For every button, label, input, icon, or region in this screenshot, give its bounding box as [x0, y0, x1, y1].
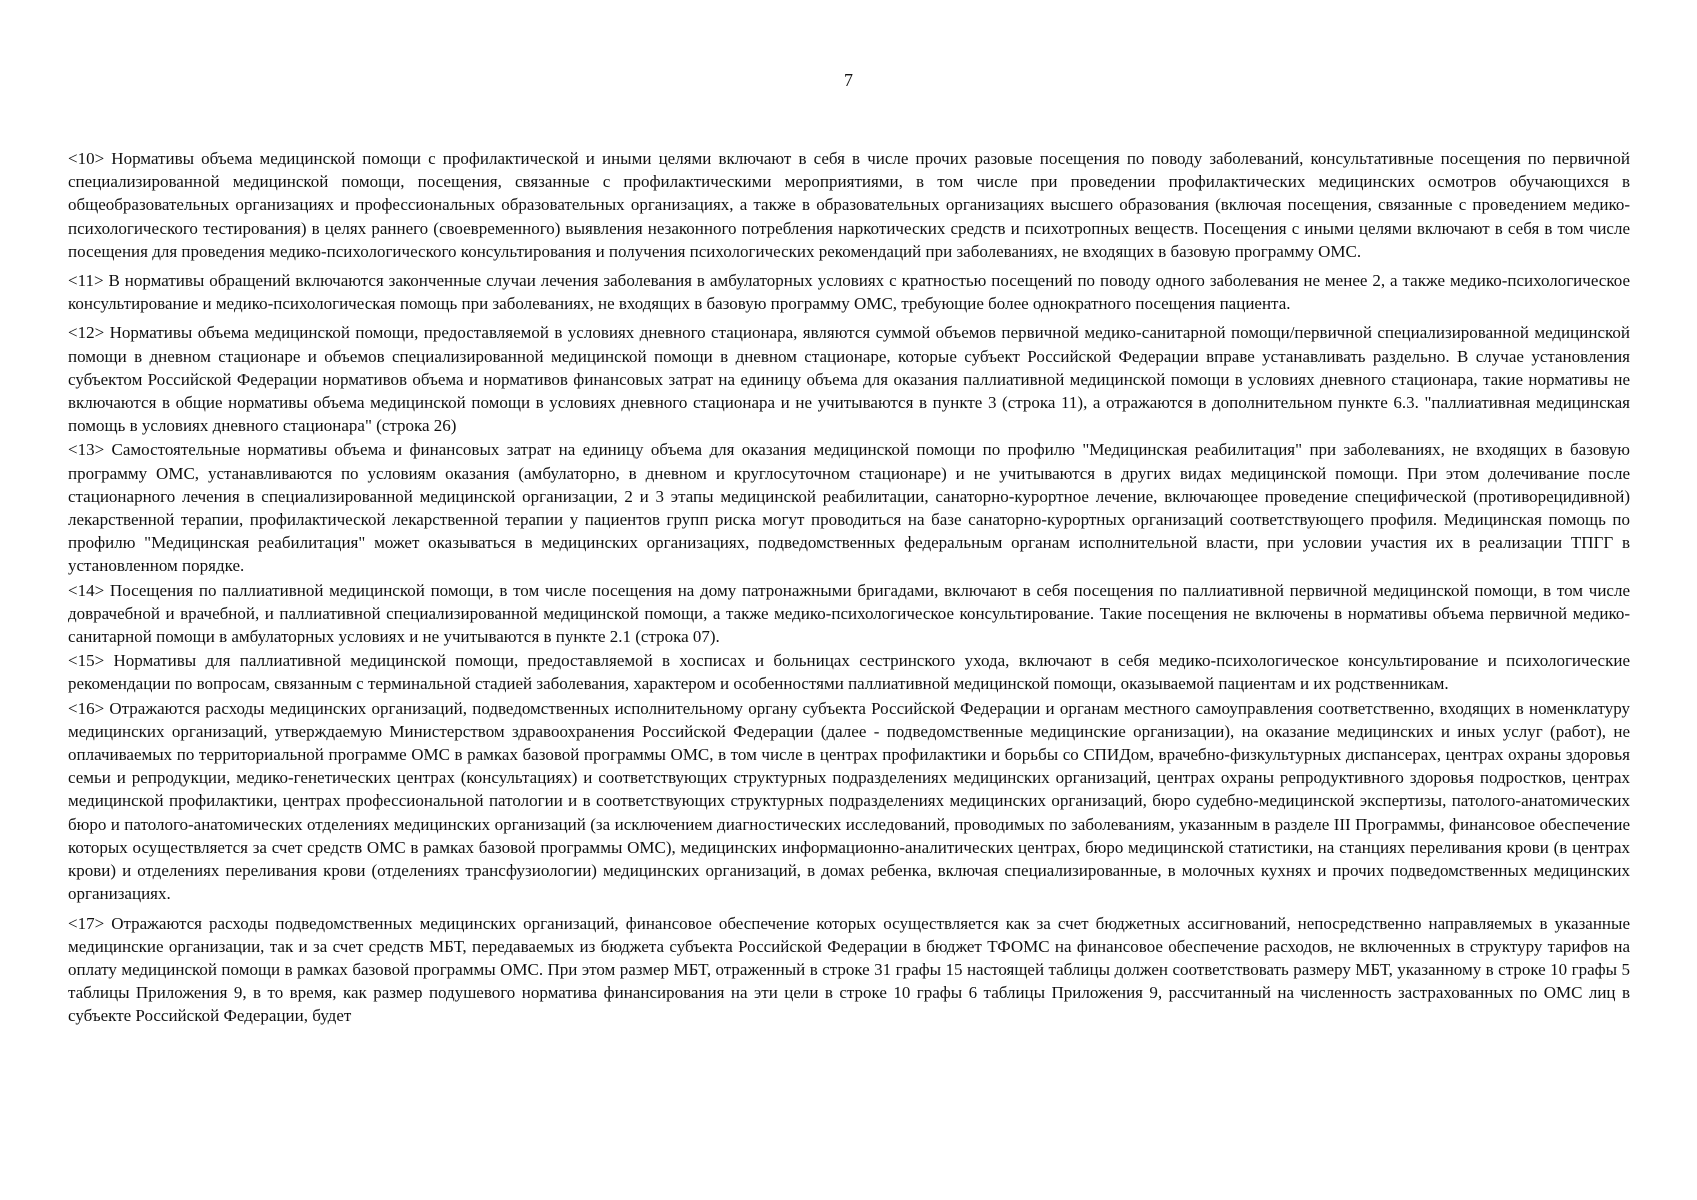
footnote-13: <13> Самостоятельные нормативы объема и финансовых затрат на единицу объема для оказания медицинской помощи по профилю "Медицинская реабилитация" при заболеваниях, не входящих в базовую программу ОМС, устанавливаются по условиям оказания (амбулаторно, в дневном и круглосуточном стационаре) и не учитываются в других видах медицинской помощи. При этом долечивание после стационарного лечения в специализированной медицинской организации, 2 и 3 этапы медицинской реабилитации, санаторно-курортное лечение, включающее проведение специфической (противорецидивной) лекарственной терапии, профилактической лекарственной терапии у пациентов групп риска могут проводиться на базе санаторно-курортных организаций соответствующего профиля. Медицинская помощь по профилю "Медицинская реабилитация" может оказываться в медицинских организациях, подведомственных федеральным органам исполнительной власти, при условии участия их в реализации ТПГГ в установленном порядке.	[68, 440, 1630, 576]
footnote-15: <15> Нормативы для паллиативной медицинской помощи, предоставляемой в хосписах и больницах сестринского ухода, включают в себя медико-психологическое консультирование и психологические рекомендации по вопросам, связанным с терминальной стадией заболевания, характером и особенностями паллиативной медицинской помощи, оказываемой пациентам и их родственникам.	[68, 651, 1630, 694]
footnote-14: <14> Посещения по паллиативной медицинской помощи, в том числе посещения на дому патронажными бригадами, включают в себя посещения по паллиативной первичной медицинской помощи, в том числе доврачебной и врачебной, и паллиативной специализированной медицинской помощи, а также медико-психологическое консультирование. Такие посещения не включены в нормативы объема первичной медико-санитарной помощи в амбулаторных условиях и не учитываются в пункте 2.1 (строка 07).	[68, 580, 1630, 647]
footnote-12: <12> Нормативы объема медицинской помощи, предоставляемой в условиях дневного стационара, являются суммой объемов первичной медико-санитарной помощи/первичной специализированной медицинской помощи в дневном стационаре и объемов специализированной медицинской помощи в дневном стационаре, которые субъект Российской Федерации вправе устанавливать раздельно. В случае установления субъектом Российской Федерации нормативов объема и нормативов финансовых затрат на единицу объема для оказания паллиативной медицинской помощи в условиях дневного стационара, такие нормативы не включаются в общие нормативы объема медицинской помощи в условиях дневного стационара и не учитываются в пункте 3 (строка 11), а отражаются в дополнительном пункте 6.3. "паллиативная медицинская помощь в условиях дневного стационара" (строка 26)	[68, 323, 1630, 436]
footnote-11: <11> В нормативы обращений включаются законченные случаи лечения заболевания в амбулаторных условиях с кратностью посещений по поводу одного заболевания не менее 2, а также медико-психологическое консультирование и медико-психологическая помощь при заболеваниях, не входящих в базовую программу ОМС, требующие более однократного посещения пациента.	[68, 271, 1630, 314]
footnote-10: <10> Нормативы объема медицинской помощи с профилактической и иными целями включают в себя в числе прочих разовые посещения по поводу заболеваний, консультативные посещения по первичной специализированной медицинской помощи, посещения, связанные с профилактическими мероприятиями, в том числе при проведении профилактических медицинских осмотров обучающихся в общеобразовательных организациях и профессиональных образовательных организациях, а также в образовательных организациях высшего образования (включая посещения, связанные с проведением медико-психологического тестирования) в целях раннего (своевременного) выявления незаконного потребления наркотических средств и психотропных веществ. Посещения с иными целями включают в себя в том числе посещения для проведения медико-психологического консультирования и получения психологических рекомендаций при заболеваниях, не входящих в базовую программу ОМС.	[68, 149, 1630, 261]
footnote-16: <16> Отражаются расходы медицинских организаций, подведомственных исполнительному органу субъекта Российской Федерации и органам местного самоуправления соответственно, входящих в номенклатуру медицинских организаций, утверждаемую Министерством здравоохранения Российской Федерации (далее - подведомственные медицинские организации), на оказание медицинских и иных услуг (работ), не оплачиваемых по территориальной программе ОМС в рамках базовой программы ОМС, в том числе в центрах профилактики и борьбы со СПИДом, врачебно-физкультурных диспансерах, центрах охраны здоровья семьи и репродукции, медико-генетических центрах (консультациях) и соответствующих структурных подразделениях медицинских организаций, центрах охраны репродуктивного здоровья подростков, центрах медицинской профилактики, центрах профессиональной патологии и в соответствующих структурных подразделениях медицинских организаций, бюро судебно-медицинской экспертизы, патолого-анатомических бюро и патолого-анатомических отделениях медицинских организаций (за исключением диагностических исследований, проводимых по заболеваниям, указанным в разделе III Программы, финансовое обеспечение которых осуществляется за счет средств ОМС в рамках базовой программы ОМС), медицинских информационно-аналитических центрах, бюро медицинской статистики, на станциях переливания крови (в центрах крови) и отделениях переливания крови (отделениях трансфузиологии) медицинских организаций, в домах ребенка, включая специализированные, в молочных кухнях и прочих подведомственных медицинских организациях.	[68, 698, 1630, 904]
footnote-17: <17> Отражаются расходы подведомственных медицинских организаций, финансовое обеспечение которых осуществляется как за счет бюджетных ассигнований, непосредственно направляемых в указанные медицинские организации, так и за счет средств МБТ, передаваемых из бюджета субъекта Российской Федерации в бюджет ТФОМС на финансовое обеспечение расходов, не включенных в структуру тарифов на оплату медицинской помощи в рамках базовой программы ОМС. При этом размер МБТ, отраженный в строке 31 графы 15 настоящей таблицы должен соответствовать размеру МБТ, указанному в строке 10 графы 5 таблицы Приложения 9, в то время, как размер подушевого норматива финансирования на эти цели в строке 10 графы 6 таблицы Приложения 9, рассчитанный на численность застрахованных по ОМС лиц в субъекте Российской Федерации, будет	[68, 913, 1630, 1026]
footnotes-body	[68, 147, 1630, 1028]
page-number: 7	[844, 70, 853, 90]
